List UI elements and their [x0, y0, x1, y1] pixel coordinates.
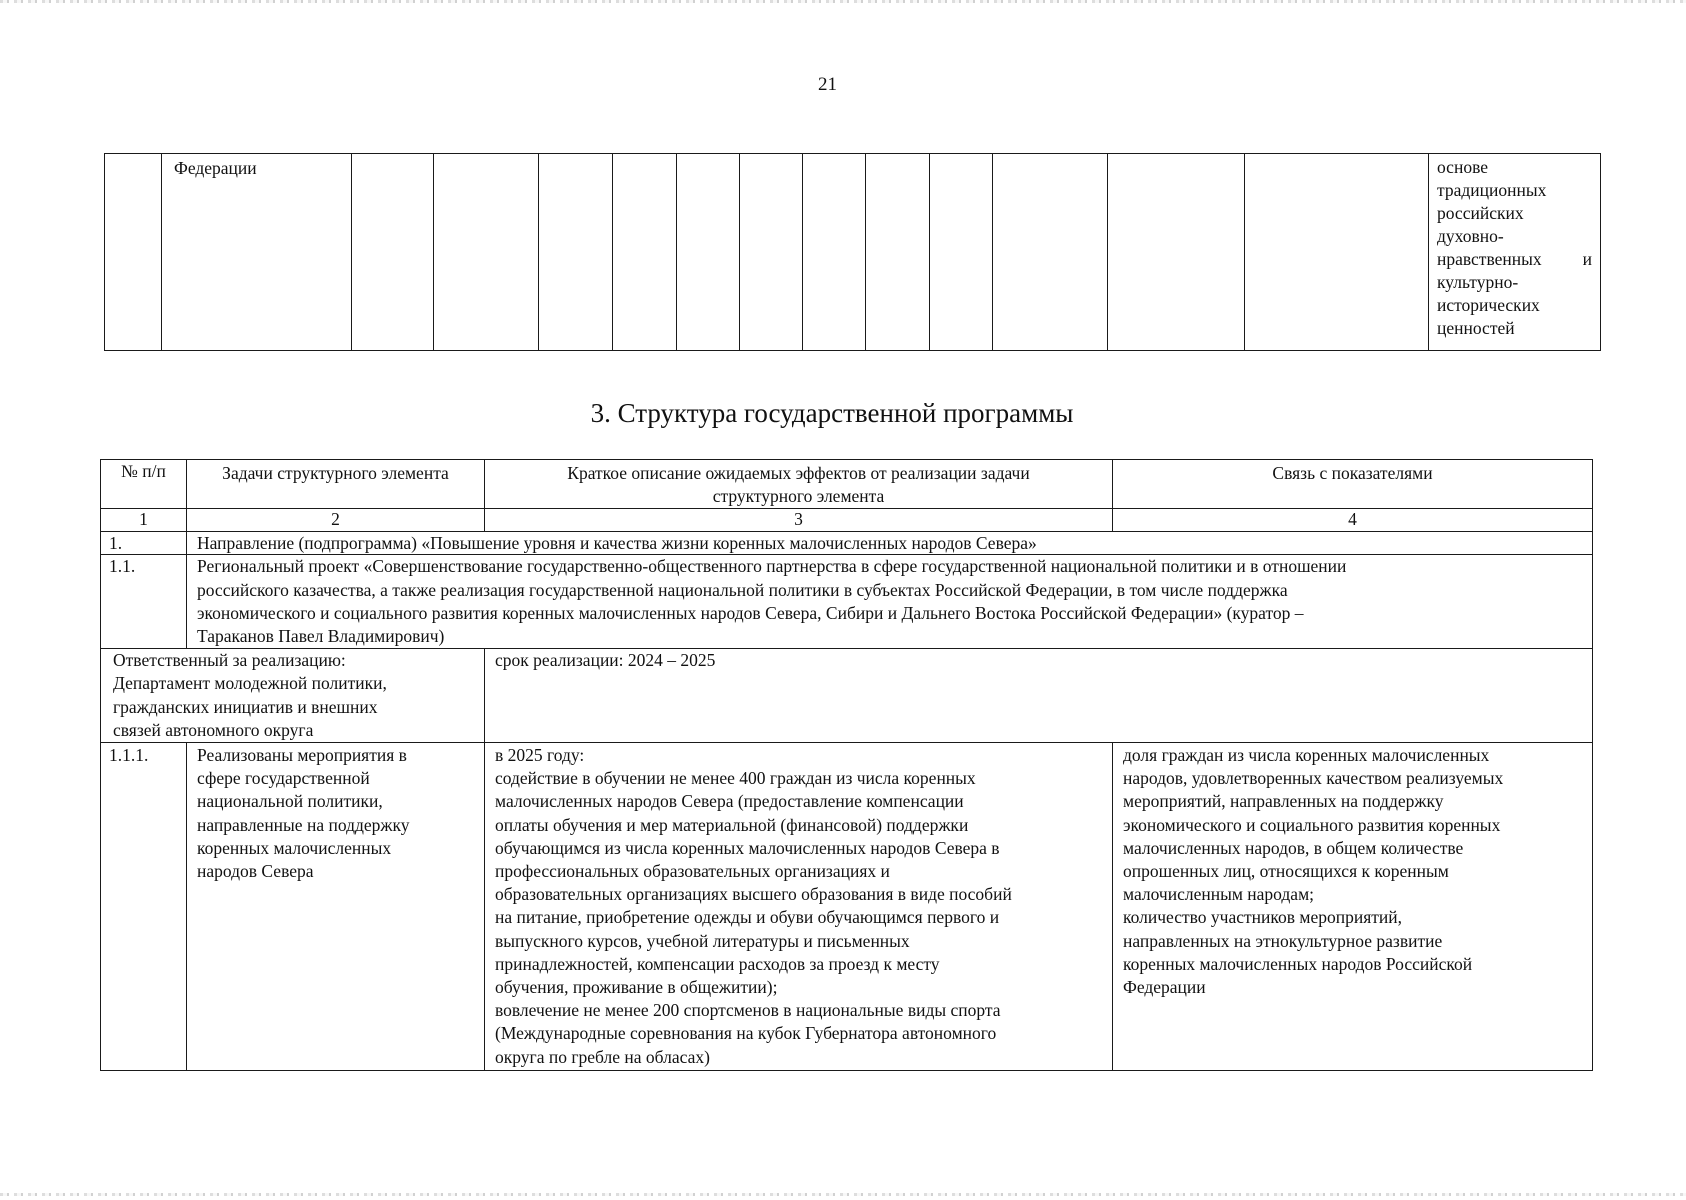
indicators-description: [1113, 743, 1593, 1071]
text-line: сфере государственной: [197, 768, 370, 789]
text-line: связей автономного округа: [113, 719, 314, 740]
effects-description: [485, 743, 1113, 1071]
task-row: [101, 743, 1593, 1071]
text-line: малочисленных народов Севера (предоставление компенсации: [495, 791, 964, 812]
column-number: 4: [1113, 509, 1593, 532]
text-line: народов, удовлетворенных качеством реализуемых: [1123, 768, 1504, 789]
text-line: принадлежностей, компенсации расходов за проезд к месту: [495, 953, 940, 974]
responsible-text: [101, 649, 485, 743]
scan-top-edge: [0, 0, 1686, 3]
regional-project-row: [101, 555, 1593, 649]
text-line: содействие в обучении не менее 400 граждан из числа коренных: [495, 768, 976, 789]
cont-cell: [539, 154, 613, 351]
cont-cell: [1108, 154, 1245, 351]
text-line: ценностей: [1437, 318, 1515, 338]
cont-cell: [740, 154, 803, 351]
text-line: обучающимся из числа коренных малочисленных народов Севера в: [495, 837, 1000, 858]
text-line: направленных на этнокультурное развитие: [1123, 930, 1443, 951]
direction-text: Направление (подпрограмма) «Повышение уровня и качества жизни коренных малочисленных народов Севера»: [187, 532, 1593, 555]
cont-cell: [434, 154, 539, 351]
direction-row: [101, 532, 1593, 555]
cont-cell: [613, 154, 677, 351]
text-line: коренных малочисленных народов Российской: [1123, 953, 1473, 974]
regional-project-text: [187, 555, 1593, 649]
section-title: 3. Структура государственной программы: [590, 398, 1074, 428]
cont-cell: [1245, 154, 1429, 351]
text-line: на питание, приобретение одежды и обуви обучающимся первого и: [495, 907, 1000, 928]
implementation-term: срок реализации: 2024 – 2025: [485, 649, 1593, 743]
text-line: Тараканов Павел Владимирович): [197, 626, 445, 647]
text-line: в 2025 году:: [495, 745, 585, 766]
text-line: количество участников мероприятий,: [1123, 907, 1403, 928]
text-line: структурного элемента: [712, 486, 885, 507]
text-line: Департамент молодежной политики,: [113, 673, 387, 694]
header-indicators: Связь с показателями: [1113, 460, 1593, 509]
page-number: 21: [818, 74, 837, 95]
header-tasks: Задачи структурного элемента: [187, 460, 485, 509]
text-line: народов Севера: [197, 861, 314, 882]
text-line: российских: [1437, 203, 1524, 223]
column-number: 3: [485, 509, 1113, 532]
text-line: Ответственный за реализацию:: [113, 650, 346, 671]
text-line: традиционных: [1437, 180, 1547, 200]
text-line: мероприятий, направленных на поддержку: [1123, 791, 1444, 812]
text-line: основе: [1437, 157, 1488, 177]
scan-bottom-edge: [0, 1193, 1686, 1196]
column-number-row: [101, 509, 1593, 532]
text-line: исторических: [1437, 295, 1540, 315]
text-line: российского казачества, а также реализация государственной национальной политики в субъектах Российской Федерации, в том числе поддержка: [197, 579, 1288, 600]
text-line: Федерации: [1123, 977, 1206, 998]
text-line: нравственных и: [1437, 249, 1592, 269]
cont-cell-name: Федерации: [162, 154, 352, 351]
row-number: 1.: [101, 532, 187, 555]
text-line: вовлечение не менее 200 спортсменов в национальные виды спорта: [495, 1000, 1001, 1021]
text-line: округа по гребле на обласах): [495, 1046, 710, 1067]
header-effects: [485, 460, 1113, 509]
column-number: 1: [101, 509, 187, 532]
continuation-table: [104, 153, 1601, 351]
header-row: [101, 460, 1593, 509]
text-line: культурно-: [1437, 272, 1519, 292]
cont-cell-number: [105, 154, 162, 351]
text-line: коренных малочисленных: [197, 837, 392, 858]
cont-cell: [677, 154, 740, 351]
column-number: 2: [187, 509, 485, 532]
text-line: экономического и социального развития коренных малочисленных народов Севера, Сибири и Дальнего Востока Российской Федерации» (куратор –: [197, 602, 1304, 623]
text-line: экономического и социального развития коренных: [1123, 814, 1501, 835]
task-description: [187, 743, 485, 1071]
text-line: Реализованы мероприятия в: [197, 745, 407, 766]
row-number: 1.1.1.: [101, 743, 187, 1071]
header-number: № п/п: [101, 460, 187, 509]
cont-cell: [930, 154, 993, 351]
text-line: малочисленных народов, в общем количестве: [1123, 837, 1464, 858]
text-line: малочисленным народам;: [1123, 884, 1315, 905]
text-line: доля граждан из числа коренных малочисленных: [1123, 745, 1490, 766]
responsible-row: [101, 649, 1593, 743]
text-line: выпускного курсов, учебной литературы и письменных: [495, 930, 910, 951]
cont-cell-last-column: [1429, 154, 1601, 351]
text-line: Региональный проект «Совершенствование государственно-общественного партнерства в сфере государственной национальной политики и в отношении: [197, 556, 1347, 577]
text-line: духовно-: [1437, 226, 1504, 246]
cont-cell: [803, 154, 866, 351]
continuation-row: [105, 154, 1601, 351]
text-line: обучения, проживание в общежитии);: [495, 977, 778, 998]
cont-cell: [352, 154, 434, 351]
structure-table: [100, 459, 1593, 1071]
text-line: национальной политики,: [197, 791, 383, 812]
text-line: образовательных организациях высшего образования в виде пособий: [495, 884, 1012, 905]
text-line: направленные на поддержку: [197, 814, 410, 835]
text-line: Краткое описание ожидаемых эффектов от реализации задачи: [567, 463, 1030, 483]
text-line: (Международные соревнования на кубок Губернатора автономного: [495, 1023, 997, 1044]
cont-cell: [866, 154, 930, 351]
text-line: опрошенных лиц, относящихся к коренным: [1123, 861, 1449, 882]
cont-cell: [993, 154, 1108, 351]
text-line: оплаты обучения и мер материальной (финансовой) поддержки: [495, 814, 969, 835]
text-line: гражданских инициатив и внешних: [113, 696, 378, 717]
text-line: профессиональных образовательных организациях и: [495, 861, 890, 882]
row-number: 1.1.: [101, 555, 187, 649]
